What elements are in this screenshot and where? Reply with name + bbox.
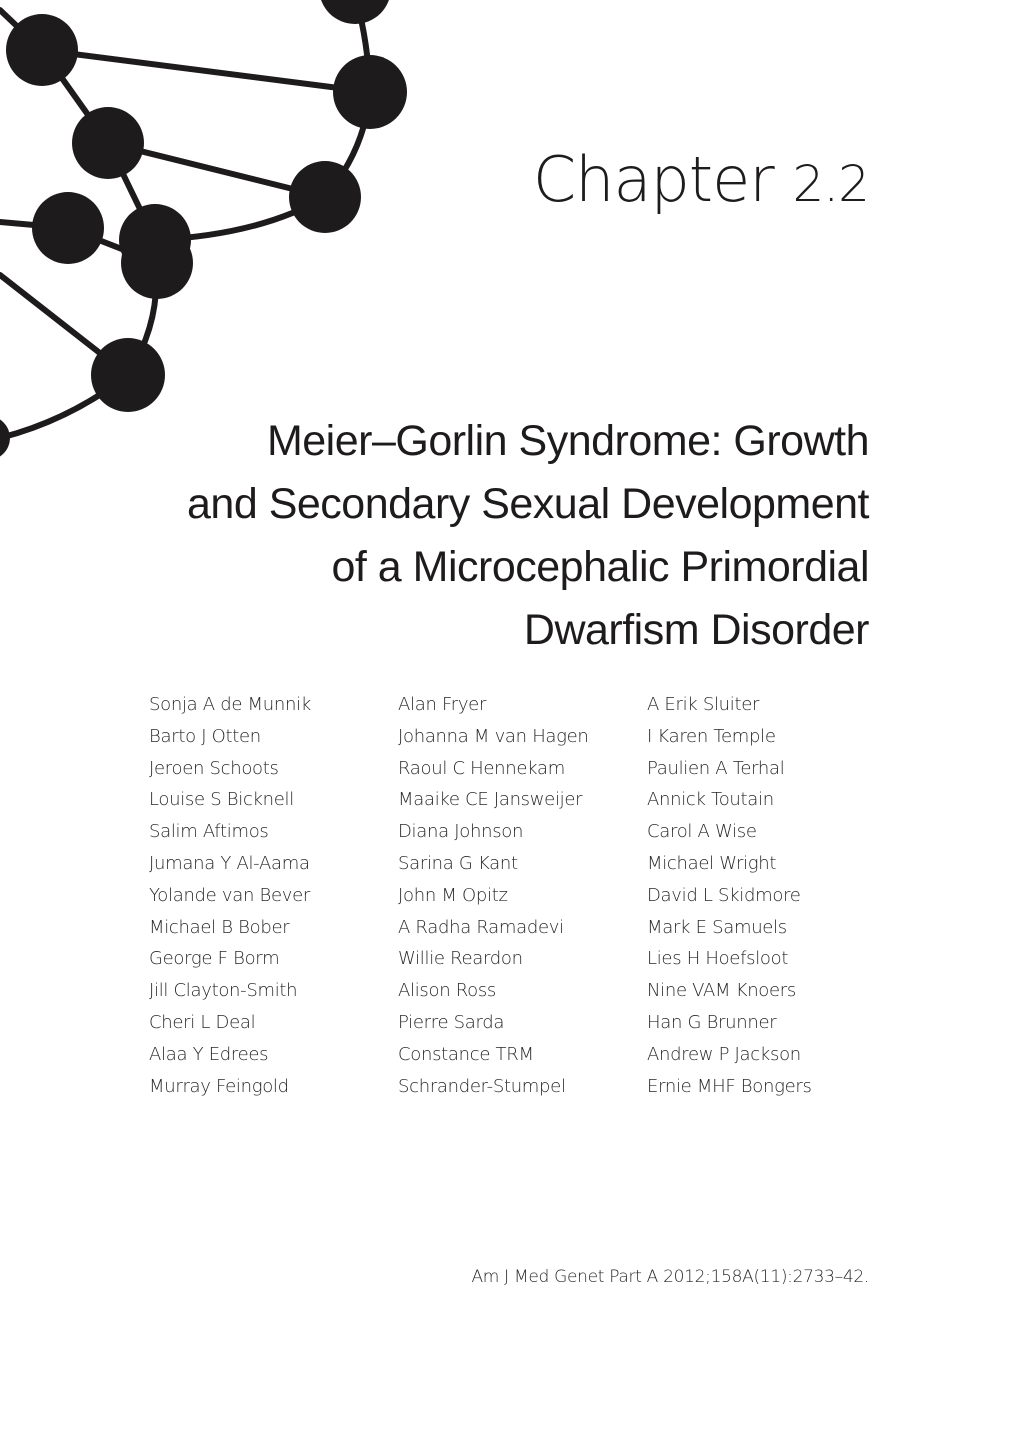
molecule-decoration bbox=[0, 0, 420, 470]
author-name: A Erik Sluiter bbox=[647, 694, 760, 715]
atom bbox=[333, 55, 407, 129]
author-name: Constance TRM bbox=[398, 1043, 534, 1065]
author-name: Louise S Bicknell bbox=[149, 789, 294, 811]
chapter-heading bbox=[533, 140, 869, 224]
title-line: Dwarfism Disorder bbox=[523, 606, 869, 654]
title-line: Meier–Gorlin Syndrome: Growth bbox=[266, 417, 869, 465]
author-list bbox=[149, 689, 896, 1102]
author-column-2 bbox=[398, 689, 647, 1102]
author-name: John M Opitz bbox=[398, 884, 508, 906]
author-name: Sonja A de Munnik bbox=[149, 694, 311, 715]
author-name: Ernie MHF Bongers bbox=[647, 1075, 812, 1097]
author-name: Johanna M van Hagen bbox=[398, 725, 589, 747]
atom bbox=[6, 14, 78, 86]
author-name: Lies H Hoefsloot bbox=[647, 948, 789, 970]
author-name: Annick Toutain bbox=[647, 789, 774, 811]
author-name: I Karen Temple bbox=[647, 725, 776, 747]
author-name: Willie Reardon bbox=[398, 948, 523, 970]
author-name: Cheri L Deal bbox=[149, 1011, 256, 1033]
atom bbox=[319, 0, 391, 24]
author-name: Mark E Samuels bbox=[647, 916, 787, 938]
author-name: Maaike CE Jansweijer bbox=[398, 789, 583, 811]
author-name: Michael Wright bbox=[647, 852, 777, 874]
author-name: Pierre Sarda bbox=[398, 1011, 505, 1033]
title-line: of a Microcephalic Primordial bbox=[331, 543, 869, 591]
author-name: Han G Brunner bbox=[647, 1011, 777, 1033]
author-name: George F Borm bbox=[149, 948, 280, 970]
title-line: and Secondary Sexual Development bbox=[187, 480, 869, 528]
author-column-1 bbox=[149, 689, 398, 1102]
author-name: Alan Fryer bbox=[398, 694, 487, 715]
author-name: Jill Clayton-Smith bbox=[149, 980, 298, 1002]
article-title bbox=[109, 410, 869, 662]
author-name: Schrander-Stumpel bbox=[398, 1075, 566, 1097]
author-name: Sarina G Kant bbox=[398, 852, 518, 874]
atom bbox=[91, 338, 165, 412]
author-name: A Radha Ramadevi bbox=[398, 916, 564, 938]
author-name: David L Skidmore bbox=[647, 884, 801, 906]
author-name: Yolande van Bever bbox=[149, 884, 310, 906]
atom bbox=[289, 161, 361, 233]
citation: Am J Med Genet Part A 2012;158A(11):2733–42. bbox=[471, 1267, 869, 1287]
chapter-number: 2.2 bbox=[792, 155, 869, 213]
author-name: Alaa Y Edrees bbox=[149, 1043, 269, 1065]
author-name: Salim Aftimos bbox=[149, 821, 269, 843]
author-name: Alison Ross bbox=[398, 980, 497, 1002]
author-column-3 bbox=[647, 689, 896, 1102]
author-name: Murray Feingold bbox=[149, 1075, 289, 1097]
author-name: Paulien A Terhal bbox=[647, 757, 785, 779]
author-name: Barto J Otten bbox=[149, 725, 261, 747]
atom bbox=[0, 416, 10, 460]
author-name: Carol A Wise bbox=[647, 821, 757, 843]
author-name: Jeroen Schoots bbox=[149, 757, 279, 779]
author-name: Nine VAM Knoers bbox=[647, 980, 796, 1002]
author-name: Andrew P Jackson bbox=[647, 1043, 801, 1065]
chapter-word: Chapter bbox=[532, 143, 774, 216]
atom bbox=[121, 227, 193, 299]
atom bbox=[72, 107, 144, 179]
author-name: Michael B Bober bbox=[149, 916, 290, 938]
author-name: Diana Johnson bbox=[398, 821, 524, 843]
atom bbox=[32, 192, 104, 264]
author-name: Jumana Y Al-Aama bbox=[149, 852, 310, 874]
author-name: Raoul C Hennekam bbox=[398, 757, 565, 779]
bond bbox=[42, 50, 370, 92]
